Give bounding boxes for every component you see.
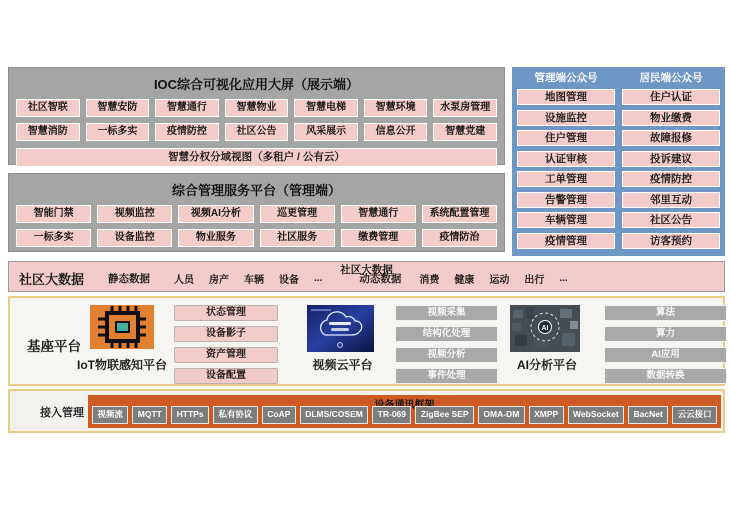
mgmt-app-button[interactable]: 缴费管理: [341, 229, 416, 247]
wechat-menu-button[interactable]: 地图管理: [517, 89, 615, 105]
mgmt-app-button[interactable]: 系统配置管理: [422, 205, 497, 223]
wechat-menu-button[interactable]: 车辆管理: [517, 212, 615, 228]
video-platform-label: 视频云平台: [312, 358, 373, 372]
protocol-button[interactable]: DLMS/COSEM: [300, 406, 368, 424]
ioc-app-button[interactable]: 智慧消防: [16, 123, 80, 141]
mgmt-app-button[interactable]: 物业服务: [178, 229, 253, 247]
ioc-row-2: [16, 123, 497, 141]
static-data-label: 静态数据: [108, 273, 151, 285]
data-item: ...: [559, 273, 568, 284]
protocol-button[interactable]: HTTPs: [171, 406, 209, 424]
iot-feature-buttons: [174, 305, 278, 384]
ioc-app-button[interactable]: 疫情防控: [155, 123, 219, 141]
wechat-menu-button[interactable]: 告警管理: [517, 192, 615, 208]
protocol-button[interactable]: 视频流: [92, 406, 128, 424]
base-platform-label: 基座平台: [27, 339, 81, 354]
protocol-button[interactable]: MQTT: [132, 406, 167, 424]
ioc-row-1: [16, 99, 497, 117]
data-item: 车辆: [244, 275, 265, 286]
bigdata-band: [8, 261, 725, 292]
wechat-column-header: 居民端公众号: [639, 72, 703, 84]
iot-feature-button[interactable]: 状态管理: [174, 305, 278, 321]
bigdata-row: [19, 269, 583, 288]
bigdata-title: 社区大数据: [340, 264, 393, 276]
protocol-button[interactable]: XMPP: [529, 406, 564, 424]
mgmt-app-button[interactable]: 智能门禁: [16, 205, 91, 223]
video-feature-button[interactable]: 视频采集: [395, 305, 498, 321]
ai-feature-button[interactable]: 算法: [604, 305, 727, 321]
wechat-menu-button[interactable]: 疫情管理: [517, 233, 615, 249]
protocol-button[interactable]: WebSocket: [568, 406, 625, 424]
data-item: 人员: [174, 275, 195, 286]
protocol-button[interactable]: TR-069: [372, 406, 411, 424]
wechat-column-header: 管理端公众号: [534, 72, 598, 84]
mgmt-app-button[interactable]: 疫情防治: [422, 229, 497, 247]
access-label: 接入管理: [40, 407, 84, 419]
dynamic-data-label: 动态数据: [359, 273, 402, 285]
video-feature-buttons: [395, 305, 498, 384]
base-platform-panel: [8, 296, 725, 386]
mgmt-app-button[interactable]: 巡更管理: [260, 205, 335, 223]
protocol-button[interactable]: CoAP: [262, 406, 296, 424]
data-item: 运动: [489, 275, 510, 286]
iot-platform-label: IoT物联感知平台: [77, 358, 167, 372]
mgmt-panel: [8, 173, 505, 252]
ai-feature-button[interactable]: AI应用: [604, 347, 727, 363]
wechat-menu-button[interactable]: 投诉建议: [622, 151, 720, 167]
data-item: 出行: [524, 275, 545, 286]
ai-feature-buttons: [604, 305, 727, 384]
mgmt-app-button[interactable]: 视频AI分析: [178, 205, 253, 223]
mgmt-app-button[interactable]: 视频监控: [97, 205, 172, 223]
protocol-button[interactable]: BacNet: [628, 406, 668, 424]
ioc-app-button[interactable]: 社区公告: [225, 123, 289, 141]
wechat-column-admin: [517, 70, 615, 253]
wechat-menu-button[interactable]: 故障报修: [622, 130, 720, 146]
ai-feature-button[interactable]: 算力: [604, 326, 727, 342]
wechat-menu-button[interactable]: 疫情防控: [622, 171, 720, 187]
mgmt-row-2: [16, 229, 497, 247]
access-panel: [8, 389, 725, 433]
wechat-menu-button[interactable]: 认证审核: [517, 151, 615, 167]
comm-frame-bar: [88, 395, 721, 428]
mgmt-app-button[interactable]: 智慧通行: [341, 205, 416, 223]
iot-chip-icon: [90, 305, 154, 349]
mgmt-app-button[interactable]: 一标多实: [16, 229, 91, 247]
bigdata-label: 社区大数据: [19, 272, 85, 287]
data-item: 房产: [209, 275, 230, 286]
data-item: ...: [314, 273, 323, 284]
ai-badge: AI: [541, 325, 549, 332]
data-item: 健康: [454, 275, 475, 286]
ioc-app-button[interactable]: 智慧环境: [364, 99, 428, 117]
iot-feature-button[interactable]: 设备配置: [174, 368, 278, 384]
ioc-app-button[interactable]: 智慧党建: [433, 123, 497, 141]
ioc-app-button[interactable]: 智慧通行: [155, 99, 219, 117]
protocol-button[interactable]: OMA-DM: [478, 406, 525, 424]
ioc-bottom-bar[interactable]: 智慧分权分域视图（多租户 / 公有云）: [16, 148, 497, 167]
ioc-app-button[interactable]: 社区智联: [16, 99, 80, 117]
protocol-button[interactable]: 云云接口: [672, 406, 717, 424]
wechat-menu-button[interactable]: 住户认证: [622, 89, 720, 105]
ioc-app-button[interactable]: 风采展示: [294, 123, 358, 141]
mgmt-row-1: [16, 205, 497, 223]
ioc-app-button[interactable]: 智慧电梯: [294, 99, 358, 117]
protocol-button[interactable]: 私有协议: [213, 406, 258, 424]
iot-feature-button[interactable]: 资产管理: [174, 347, 278, 363]
ioc-title: IOC综合可视化应用大屏（展示端）: [153, 77, 360, 92]
ai-feature-button[interactable]: 数据转换: [604, 368, 727, 384]
wechat-menu-button[interactable]: 访客预约: [622, 233, 720, 249]
data-item: 设备: [279, 275, 300, 286]
wechat-panel: [512, 67, 725, 256]
ioc-app-button[interactable]: 水泵房管理: [433, 99, 497, 117]
wechat-menu-button[interactable]: 住户管理: [517, 130, 615, 146]
data-item: 消费: [419, 275, 440, 286]
video-feature-button[interactable]: 视频分析: [395, 347, 498, 363]
wechat-column-resident: [622, 70, 720, 253]
protocol-button[interactable]: ZigBee SEP: [415, 406, 474, 424]
ai-platform-image: [510, 305, 580, 352]
wechat-menu-button[interactable]: 工单管理: [517, 171, 615, 187]
ioc-app-button[interactable]: 信息公开: [364, 123, 428, 141]
ioc-app-button[interactable]: 智慧安防: [86, 99, 150, 117]
wechat-menu-button[interactable]: 物业缴费: [622, 110, 720, 126]
mgmt-app-button[interactable]: 社区服务: [260, 229, 335, 247]
wechat-menu-button[interactable]: 社区公告: [622, 212, 720, 228]
video-cloud-image: [307, 305, 374, 352]
ioc-app-button[interactable]: 智慧物业: [225, 99, 289, 117]
wechat-menu-button[interactable]: 邻里互动: [622, 192, 720, 208]
video-feature-button[interactable]: 事件处理: [395, 368, 498, 384]
video-feature-button[interactable]: 结构化处理: [395, 326, 498, 342]
wechat-menu-button[interactable]: 设施监控: [517, 110, 615, 126]
iot-feature-button[interactable]: 设备影子: [174, 326, 278, 342]
mgmt-app-button[interactable]: 设备监控: [97, 229, 172, 247]
protocol-row: [92, 406, 717, 424]
ai-platform-label: AI分析平台: [516, 358, 577, 372]
ioc-panel: [8, 67, 505, 165]
ioc-app-button[interactable]: 一标多实: [86, 123, 150, 141]
mgmt-title: 综合管理服务平台（管理端）: [171, 183, 341, 198]
